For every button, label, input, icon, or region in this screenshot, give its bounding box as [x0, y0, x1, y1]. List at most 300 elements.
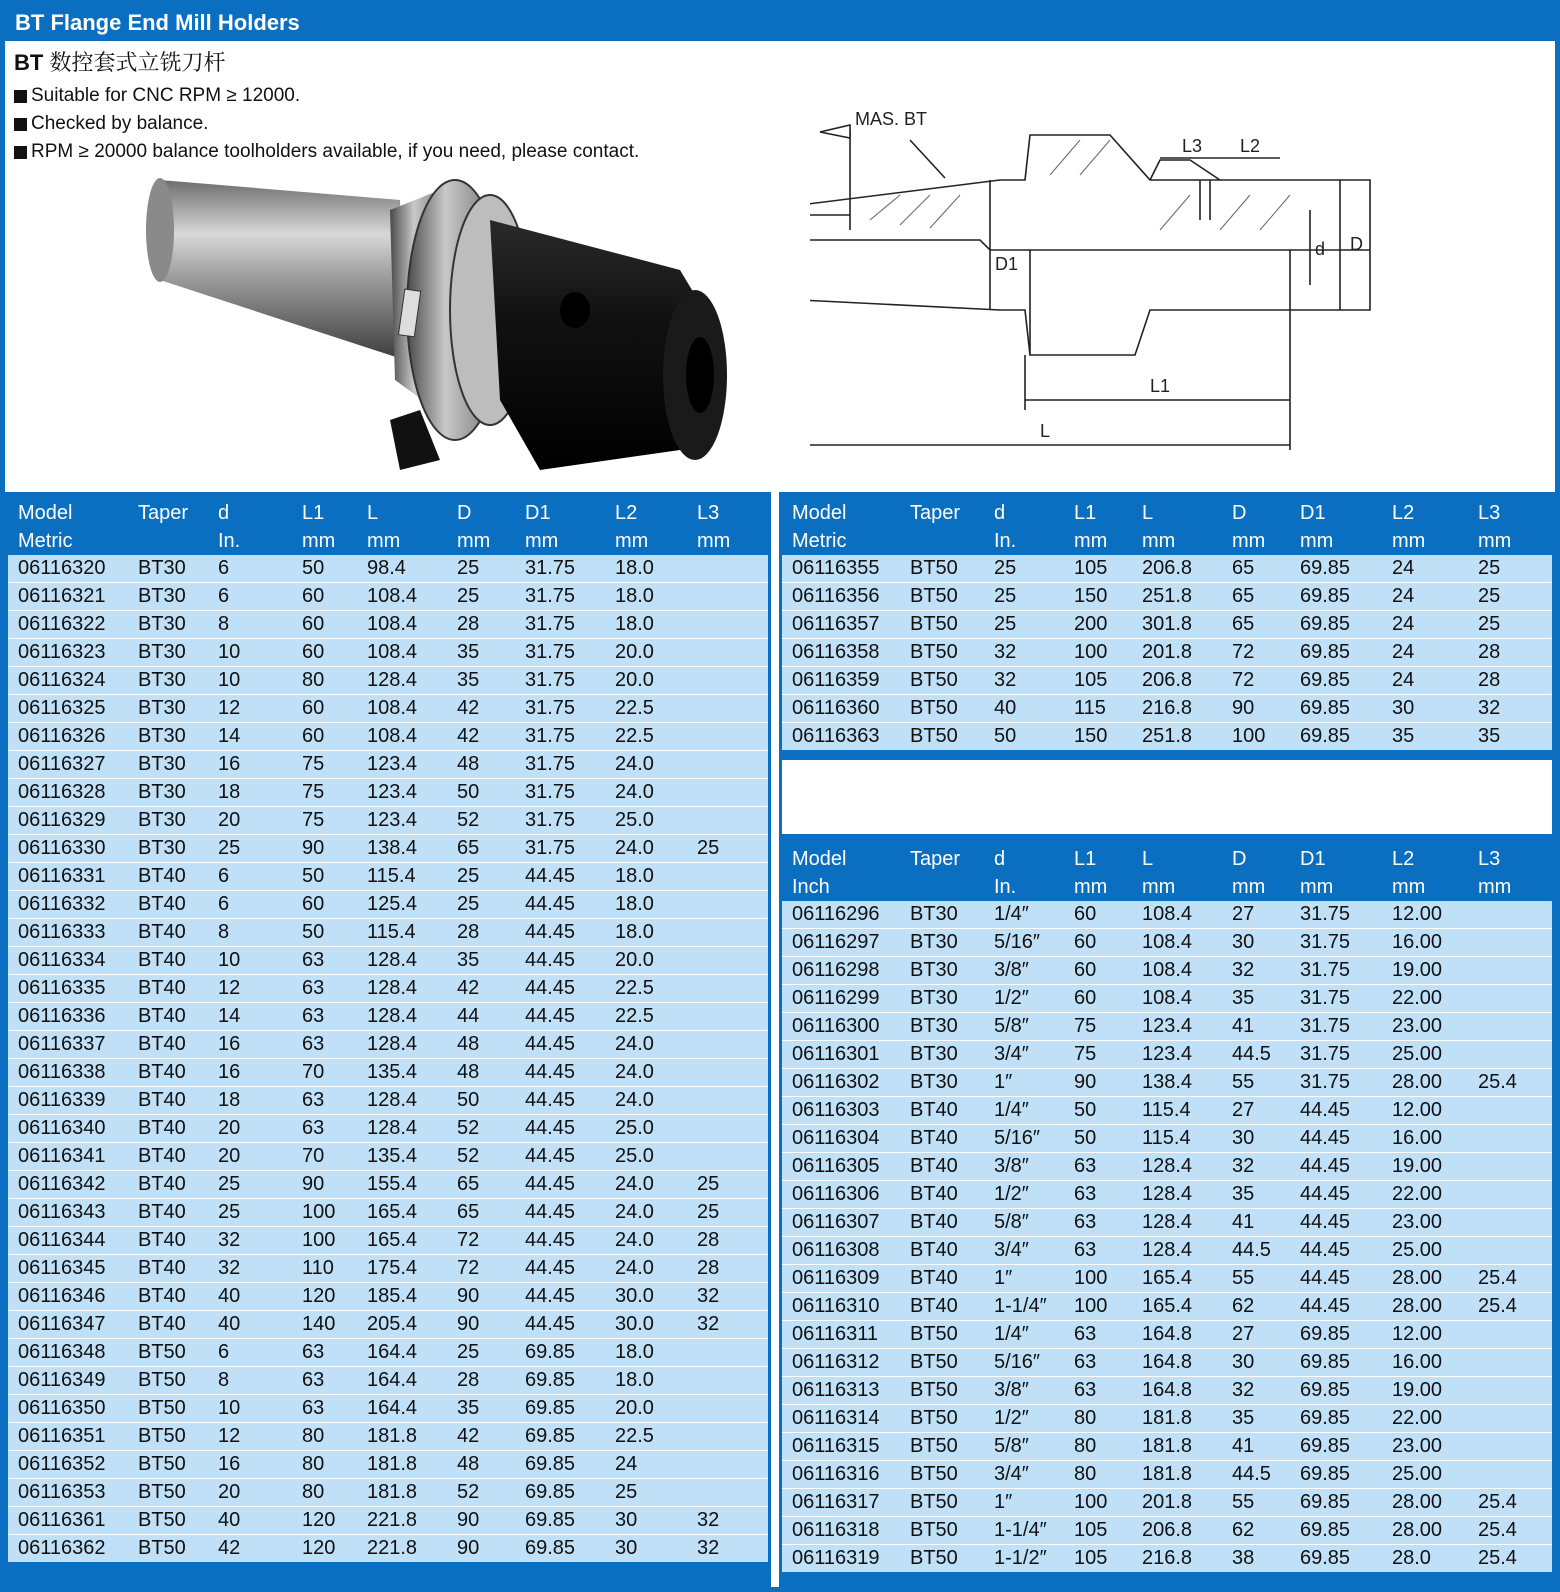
table-cell: 24.0 — [605, 1087, 687, 1115]
table-cell: BT40 — [128, 1087, 208, 1115]
table-cell: 44.45 — [515, 1227, 605, 1255]
table-cell: 105 — [1064, 667, 1132, 695]
table-cell: 60 — [1064, 957, 1132, 985]
table-cell: 60 — [1064, 985, 1132, 1013]
table-cell: 44.45 — [515, 1171, 605, 1199]
table-cell — [687, 1479, 768, 1507]
table-cell — [1468, 1153, 1552, 1181]
table-cell: 100 — [1064, 639, 1132, 667]
table-cell: 120 — [292, 1507, 357, 1535]
metric-table-left — [8, 499, 768, 1562]
table-row — [782, 1321, 1552, 1349]
table-cell — [687, 751, 768, 779]
toolholder-photo — [120, 160, 760, 500]
table-cell: 65 — [1222, 555, 1290, 583]
technical-drawing — [810, 100, 1430, 480]
table-cell: 72 — [447, 1227, 515, 1255]
table-cell: 100 — [292, 1227, 357, 1255]
table-cell: 06116361 — [8, 1507, 128, 1535]
table-cell: 19.00 — [1382, 1153, 1468, 1181]
table-cell: 14 — [208, 1003, 292, 1031]
table-cell: BT40 — [900, 1097, 984, 1125]
table-cell: 32 — [984, 639, 1064, 667]
table-cell: 63 — [292, 1339, 357, 1367]
table-row — [8, 1143, 768, 1171]
table-cell: 24 — [1382, 583, 1468, 611]
table-cell: BT40 — [128, 1031, 208, 1059]
table-cell: 205.4 — [357, 1311, 447, 1339]
table-cell: 31.75 — [515, 807, 605, 835]
table-cell: 06116349 — [8, 1367, 128, 1395]
table-cell: 25 — [447, 583, 515, 611]
table-cell: 31.75 — [515, 583, 605, 611]
table-cell: 41 — [1222, 1433, 1290, 1461]
table-cell: 1″ — [984, 1265, 1064, 1293]
table-cell: 14 — [208, 723, 292, 751]
table-cell: 25 — [605, 1479, 687, 1507]
table-cell: 10 — [208, 639, 292, 667]
table-cell: 3/4″ — [984, 1237, 1064, 1265]
table-cell: BT40 — [900, 1265, 984, 1293]
table-cell: 55 — [1222, 1265, 1290, 1293]
table-cell: 12.00 — [1382, 1097, 1468, 1125]
table-cell: 3/4″ — [984, 1041, 1064, 1069]
table-cell: 201.8 — [1132, 639, 1222, 667]
table-row — [8, 919, 768, 947]
table-row — [782, 1041, 1552, 1069]
table-cell: 125.4 — [357, 891, 447, 919]
table-row — [782, 1153, 1552, 1181]
table-cell: 28 — [447, 611, 515, 639]
table-cell: 69.85 — [1290, 555, 1382, 583]
table-cell: 69.85 — [1290, 1545, 1382, 1573]
table-cell — [1468, 1181, 1552, 1209]
table-cell: 06116328 — [8, 779, 128, 807]
table-cell — [1468, 929, 1552, 957]
table-cell: BT30 — [900, 985, 984, 1013]
table-cell — [687, 723, 768, 751]
table-cell: 28.00 — [1382, 1517, 1468, 1545]
table-cell: BT40 — [900, 1153, 984, 1181]
table-cell: 52 — [447, 1479, 515, 1507]
table-cell: 44.45 — [515, 891, 605, 919]
table-cell: BT40 — [900, 1237, 984, 1265]
table-row — [8, 1283, 768, 1311]
table-row — [782, 1209, 1552, 1237]
table-cell: 32 — [1222, 1153, 1290, 1181]
table-cell: 69.85 — [1290, 583, 1382, 611]
table-cell: BT40 — [128, 1199, 208, 1227]
table-cell: BT30 — [128, 835, 208, 863]
table-cell: 44.45 — [515, 1255, 605, 1283]
table-cell: 20.0 — [605, 947, 687, 975]
table-cell: 31.75 — [515, 611, 605, 639]
dim-d-label: d — [1315, 239, 1326, 259]
table-cell: 75 — [292, 779, 357, 807]
table-cell: 123.4 — [357, 751, 447, 779]
table-row — [782, 667, 1552, 695]
table-cell: 28 — [1468, 639, 1552, 667]
table-cell: 25 — [687, 1171, 768, 1199]
table-cell: 32 — [687, 1311, 768, 1339]
table-cell: 100 — [292, 1199, 357, 1227]
table-row — [8, 1115, 768, 1143]
table-cell — [687, 1339, 768, 1367]
table-cell: 10 — [208, 667, 292, 695]
table-cell: 72 — [1222, 639, 1290, 667]
table-cell: 06116323 — [8, 639, 128, 667]
table-cell: 35 — [1468, 723, 1552, 751]
table-cell: 75 — [292, 807, 357, 835]
table-cell: 50 — [292, 555, 357, 583]
table-cell: 48 — [447, 751, 515, 779]
table-cell: 24.0 — [605, 1171, 687, 1199]
table-cell: 06116330 — [8, 835, 128, 863]
table-cell: 44.45 — [515, 1311, 605, 1339]
feature-list — [14, 82, 639, 166]
table-cell: 20 — [208, 1143, 292, 1171]
table-cell: 06116298 — [782, 957, 900, 985]
table-cell: 25 — [447, 891, 515, 919]
table-cell: 25.4 — [1468, 1265, 1552, 1293]
table-cell: 50 — [447, 1087, 515, 1115]
table-cell: 1″ — [984, 1069, 1064, 1097]
table-row — [782, 1545, 1552, 1573]
table-cell: 06116322 — [8, 611, 128, 639]
table-cell: 181.8 — [357, 1451, 447, 1479]
table-cell: 69.85 — [1290, 1461, 1382, 1489]
table-cell: 20 — [208, 1115, 292, 1143]
table-cell: 31.75 — [1290, 1041, 1382, 1069]
table-cell: 42 — [447, 723, 515, 751]
table-cell — [1468, 1013, 1552, 1041]
table-row — [8, 1087, 768, 1115]
table-cell: 50 — [292, 863, 357, 891]
table-cell: 115.4 — [357, 919, 447, 947]
table-cell: BT40 — [128, 1255, 208, 1283]
table-cell — [687, 1031, 768, 1059]
table-cell: 40 — [208, 1507, 292, 1535]
table-cell: 16.00 — [1382, 1125, 1468, 1153]
dim-L1-label: L1 — [1150, 376, 1171, 396]
table-cell: 18.0 — [605, 583, 687, 611]
table-cell: 123.4 — [1132, 1041, 1222, 1069]
table-cell: BT40 — [128, 1283, 208, 1311]
table-cell: BT30 — [900, 1069, 984, 1097]
table-cell: 22.00 — [1382, 1405, 1468, 1433]
table-unit-row: Inch In. mm mm mm mm mm mm — [782, 873, 1552, 901]
table-cell: 31.75 — [1290, 901, 1382, 929]
table-cell: 30 — [1382, 695, 1468, 723]
table-cell: 206.8 — [1132, 555, 1222, 583]
table-row — [782, 929, 1552, 957]
table-cell: 63 — [292, 1395, 357, 1423]
table-row — [8, 723, 768, 751]
table-cell — [1468, 1237, 1552, 1265]
table-cell: 06116297 — [782, 929, 900, 957]
table-cell: 63 — [1064, 1321, 1132, 1349]
table-cell: 128.4 — [1132, 1237, 1222, 1265]
table-cell: 55 — [1222, 1489, 1290, 1517]
table-cell: 60 — [292, 639, 357, 667]
table-cell: 12.00 — [1382, 901, 1468, 929]
table-cell: 6 — [208, 891, 292, 919]
table-cell — [687, 779, 768, 807]
table-cell: 25.00 — [1382, 1461, 1468, 1489]
table-cell: 63 — [292, 1115, 357, 1143]
table-cell: 06116334 — [8, 947, 128, 975]
table-cell: 18.0 — [605, 891, 687, 919]
table-cell: 44 — [447, 1003, 515, 1031]
table-cell: 25.0 — [605, 807, 687, 835]
table-cell — [1468, 1041, 1552, 1069]
table-row — [8, 555, 768, 583]
table-cell: 28 — [447, 1367, 515, 1395]
table-cell: 63 — [1064, 1209, 1132, 1237]
table-cell: 35 — [1222, 985, 1290, 1013]
table-cell: 06116313 — [782, 1377, 900, 1405]
table-cell: 120 — [292, 1283, 357, 1311]
table-cell: 123.4 — [357, 807, 447, 835]
table-cell: 164.4 — [357, 1367, 447, 1395]
table-cell: 10 — [208, 1395, 292, 1423]
page-title: BT Flange End Mill Holders — [5, 5, 1555, 41]
table-cell: 44.45 — [515, 1283, 605, 1311]
table-cell: 128.4 — [1132, 1181, 1222, 1209]
table-cell: 108.4 — [357, 583, 447, 611]
table-cell — [687, 1003, 768, 1031]
table-cell: 20.0 — [605, 1395, 687, 1423]
table-cell: 35 — [1382, 723, 1468, 751]
table-cell: 27 — [1222, 1321, 1290, 1349]
table-cell: 181.8 — [357, 1423, 447, 1451]
table-cell: 06116348 — [8, 1339, 128, 1367]
table-cell: 1-1/2″ — [984, 1545, 1064, 1573]
table-cell: 72 — [447, 1255, 515, 1283]
table-cell: 06116350 — [8, 1395, 128, 1423]
table-cell: 25 — [687, 1199, 768, 1227]
table-cell: 22.00 — [1382, 985, 1468, 1013]
table-cell: BT50 — [900, 667, 984, 695]
table-cell: 60 — [1064, 901, 1132, 929]
table-cell: 06116333 — [8, 919, 128, 947]
table-cell: 25.4 — [1468, 1489, 1552, 1517]
dim-D-label: D — [1350, 234, 1363, 254]
table-cell: 175.4 — [357, 1255, 447, 1283]
table-cell: BT40 — [900, 1181, 984, 1209]
table-cell: BT50 — [128, 1535, 208, 1563]
table-cell: 31.75 — [515, 751, 605, 779]
table-cell: 80 — [292, 1479, 357, 1507]
table-cell: 25 — [1468, 583, 1552, 611]
table-cell: 48 — [447, 1031, 515, 1059]
table-cell: 06116343 — [8, 1199, 128, 1227]
table-cell — [687, 919, 768, 947]
table-cell: BT40 — [900, 1293, 984, 1321]
table-cell: 32 — [687, 1283, 768, 1311]
table-cell: 06116325 — [8, 695, 128, 723]
table-cell: 128.4 — [357, 947, 447, 975]
table-cell: 24.0 — [605, 779, 687, 807]
table-cell: 06116355 — [782, 555, 900, 583]
table-cell: 06116310 — [782, 1293, 900, 1321]
table-row — [8, 751, 768, 779]
table-row — [782, 1461, 1552, 1489]
table-row — [8, 1535, 768, 1563]
table-cell — [687, 667, 768, 695]
table-cell — [1468, 985, 1552, 1013]
table-row — [782, 1405, 1552, 1433]
table-cell: 06116329 — [8, 807, 128, 835]
table-cell: 35 — [447, 1395, 515, 1423]
table-cell: 80 — [292, 1423, 357, 1451]
table-cell: 69.85 — [1290, 1517, 1382, 1545]
table-cell: 70 — [292, 1059, 357, 1087]
table-cell: 06116309 — [782, 1265, 900, 1293]
table-cell: BT50 — [900, 1349, 984, 1377]
table-cell: 24.0 — [605, 751, 687, 779]
table-cell: 69.85 — [515, 1479, 605, 1507]
table-cell: 62 — [1222, 1517, 1290, 1545]
table-cell: 25 — [447, 863, 515, 891]
table-cell: BT40 — [128, 1143, 208, 1171]
table-cell: 06116299 — [782, 985, 900, 1013]
table-cell: 41 — [1222, 1209, 1290, 1237]
table-cell: 25 — [984, 555, 1064, 583]
table-cell: 1-1/4″ — [984, 1293, 1064, 1321]
metric-table-right — [782, 499, 1552, 750]
table-cell: 69.85 — [1290, 1433, 1382, 1461]
table-cell: 100 — [1222, 723, 1290, 751]
table-cell: 80 — [292, 1451, 357, 1479]
table-cell: 1/4″ — [984, 1097, 1064, 1125]
table-cell — [687, 891, 768, 919]
table-cell: 80 — [1064, 1405, 1132, 1433]
table-cell: BT40 — [128, 891, 208, 919]
table-row — [8, 975, 768, 1003]
table-cell: 128.4 — [357, 1003, 447, 1031]
table-cell: 24.0 — [605, 1031, 687, 1059]
table-cell: 24.0 — [605, 1059, 687, 1087]
table-cell: 41 — [1222, 1013, 1290, 1041]
table-cell: 69.85 — [515, 1451, 605, 1479]
table-row — [782, 611, 1552, 639]
table-cell: 06116302 — [782, 1069, 900, 1097]
table-cell: 06116357 — [782, 611, 900, 639]
table-row — [782, 1433, 1552, 1461]
table-cell: 90 — [447, 1535, 515, 1563]
table-cell: 90 — [447, 1283, 515, 1311]
table-cell: 18.0 — [605, 1339, 687, 1367]
table-cell: 165.4 — [357, 1199, 447, 1227]
table-cell: 06116321 — [8, 583, 128, 611]
table-cell: 31.75 — [515, 555, 605, 583]
table-cell: 27 — [1222, 1097, 1290, 1125]
table-cell: 63 — [292, 1003, 357, 1031]
table-cell: 16 — [208, 751, 292, 779]
table-cell: 32 — [208, 1255, 292, 1283]
table-unit-row: Metric In. mm mm mm mm mm mm — [782, 527, 1552, 555]
table-cell: 32 — [208, 1227, 292, 1255]
table-cell — [687, 975, 768, 1003]
table-row — [782, 1377, 1552, 1405]
table-row — [8, 695, 768, 723]
table-cell: 3/8″ — [984, 957, 1064, 985]
table-cell: 69.85 — [515, 1395, 605, 1423]
table-cell: BT50 — [900, 555, 984, 583]
table-row — [8, 1423, 768, 1451]
table-cell: 108.4 — [357, 695, 447, 723]
table-cell: BT50 — [900, 1405, 984, 1433]
table-cell: 25 — [208, 1171, 292, 1199]
table-cell: 06116363 — [782, 723, 900, 751]
table-cell: 06116356 — [782, 583, 900, 611]
table-row — [782, 1517, 1552, 1545]
feature-item: Checked by balance. — [14, 110, 639, 138]
table-cell: BT50 — [900, 1461, 984, 1489]
table-cell: 65 — [447, 1171, 515, 1199]
table-row — [8, 1227, 768, 1255]
table-cell: 52 — [447, 1115, 515, 1143]
table-cell: 30 — [605, 1535, 687, 1563]
table-cell: BT50 — [900, 1377, 984, 1405]
table-cell: BT50 — [128, 1339, 208, 1367]
table-row — [782, 1097, 1552, 1125]
table-cell: 52 — [447, 807, 515, 835]
table-row — [782, 985, 1552, 1013]
table-cell: BT50 — [128, 1367, 208, 1395]
table-cell: 301.8 — [1132, 611, 1222, 639]
table-cell: 06116332 — [8, 891, 128, 919]
table-cell: 251.8 — [1132, 583, 1222, 611]
table-cell: 75 — [1064, 1041, 1132, 1069]
table-cell: 06116360 — [782, 695, 900, 723]
table-cell: 181.8 — [357, 1479, 447, 1507]
table-cell: 44.5 — [1222, 1237, 1290, 1265]
square-bullet-icon — [14, 146, 27, 159]
table-row — [8, 667, 768, 695]
table-cell: 12 — [208, 1423, 292, 1451]
table-cell: 69.85 — [1290, 611, 1382, 639]
table-cell: 31.75 — [1290, 985, 1382, 1013]
table-cell: 06116305 — [782, 1153, 900, 1181]
table-cell: 06116307 — [782, 1209, 900, 1237]
table-cell: 18.0 — [605, 919, 687, 947]
table-row — [8, 1395, 768, 1423]
table-cell: 06116314 — [782, 1405, 900, 1433]
table-cell: BT30 — [900, 901, 984, 929]
table-cell: 06116320 — [8, 555, 128, 583]
table-cell — [687, 695, 768, 723]
table-cell: 69.85 — [1290, 1349, 1382, 1377]
table-cell: 24 — [1382, 611, 1468, 639]
table-cell: 6 — [208, 583, 292, 611]
table-cell: BT40 — [128, 975, 208, 1003]
table-cell: 35 — [447, 947, 515, 975]
table-cell: 105 — [1064, 1517, 1132, 1545]
table-cell: 108.4 — [357, 611, 447, 639]
table-cell: BT40 — [128, 919, 208, 947]
table-cell: 28.0 — [1382, 1545, 1468, 1573]
table-cell: 25.00 — [1382, 1041, 1468, 1069]
table-cell: 23.00 — [1382, 1433, 1468, 1461]
table-cell: 181.8 — [1132, 1433, 1222, 1461]
table-cell: 65 — [1222, 583, 1290, 611]
table-cell: 63 — [292, 1087, 357, 1115]
table-cell: 22.5 — [605, 723, 687, 751]
table-cell: 165.4 — [1132, 1265, 1222, 1293]
table-cell: 40 — [984, 695, 1064, 723]
